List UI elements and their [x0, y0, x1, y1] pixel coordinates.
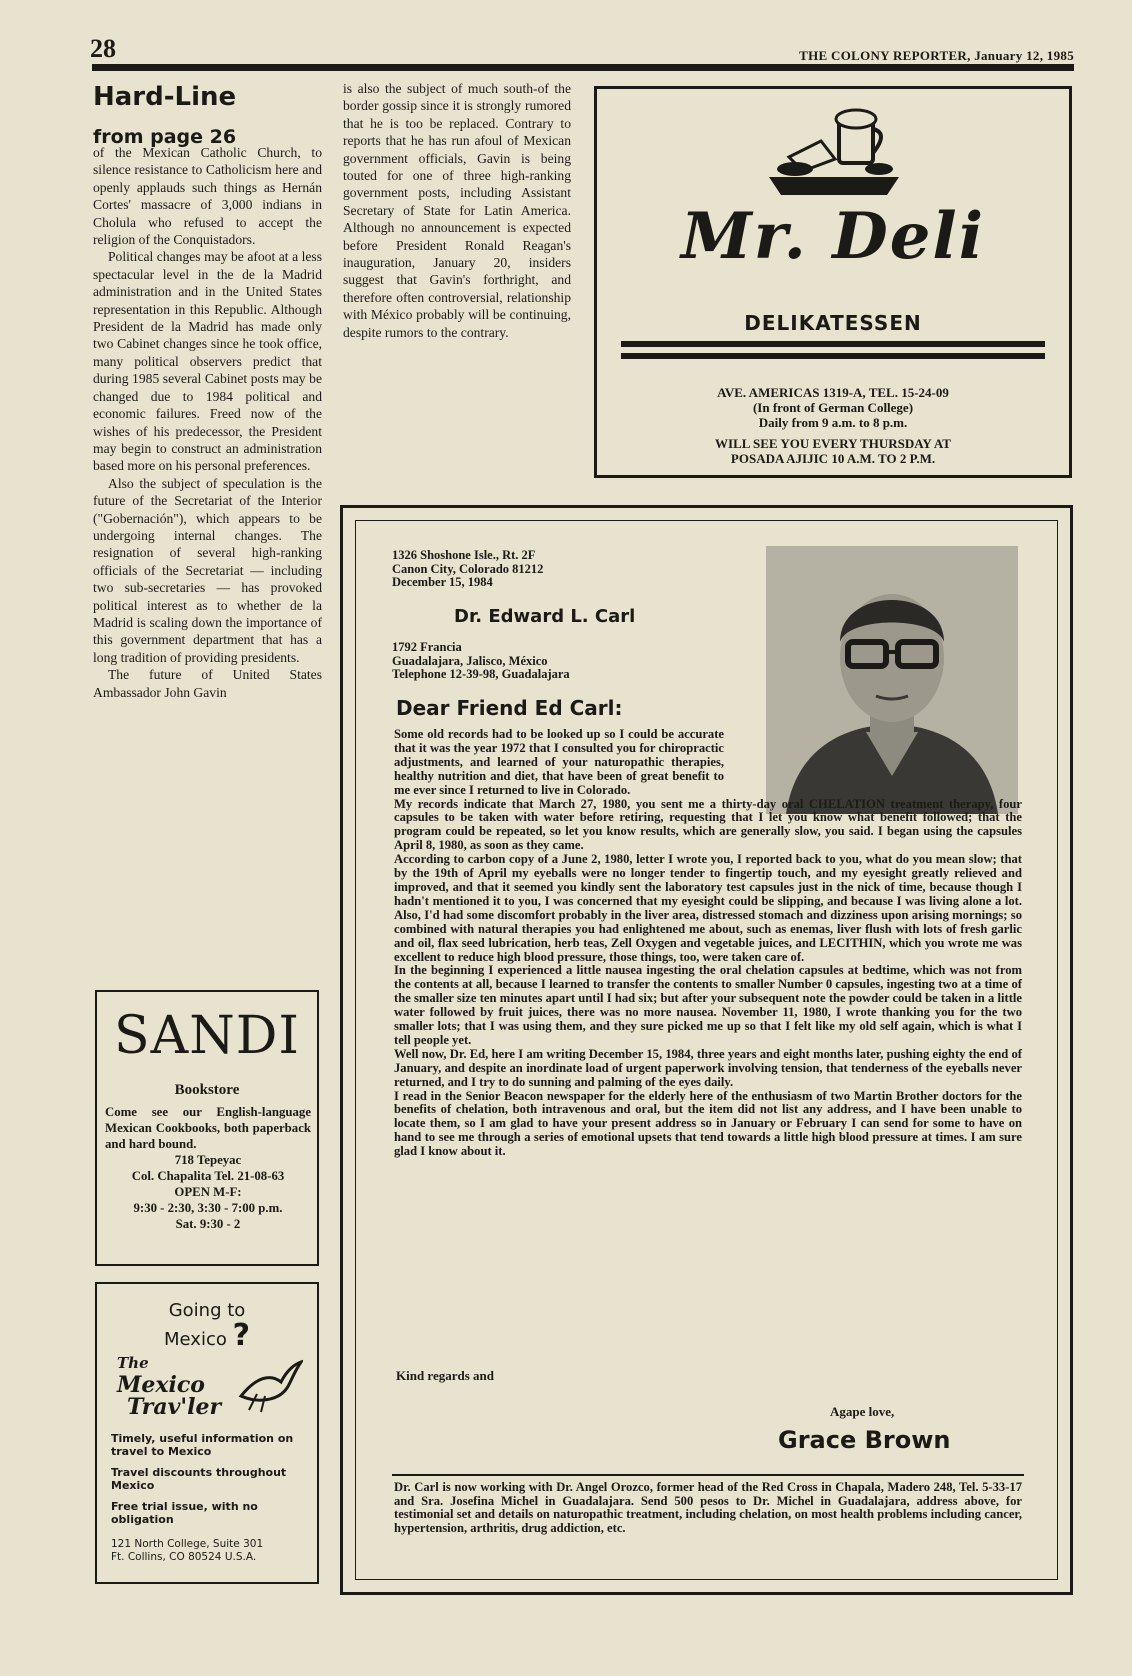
deli-thursday-1: WILL SEE YOU EVERY THURSDAY AT	[715, 436, 951, 451]
sandi-line: Come see our English-language Mexican Cookbooks, both paperback and hard bound.	[105, 1105, 311, 1151]
deli-bar	[621, 353, 1045, 359]
article-continued: from page 26	[93, 126, 237, 148]
sandi-hours-sat: Sat. 9:30 - 2	[175, 1217, 241, 1231]
deli-location: (In front of German College)	[752, 400, 914, 415]
letter-to-address	[392, 641, 570, 682]
trav-going	[97, 1298, 317, 1352]
sandi-street: 718 Tepeyac	[174, 1153, 242, 1167]
letter-to-line: Guadalajara, Jalisco, México	[392, 653, 548, 668]
deli-thursday-2: POSADA AJIJIC 10 A.M. TO 2 P.M.	[730, 451, 936, 466]
trav-logo	[117, 1352, 221, 1418]
trav-logo-the: The	[117, 1354, 149, 1372]
trav-feature: Travel discounts throughout Mexico	[111, 1466, 287, 1492]
trav-question: ?	[232, 1318, 250, 1353]
letter-signature: Grace Brown	[778, 1426, 951, 1454]
deli-address: AVE. AMERICAS 1319-A, TEL. 15-24-09	[717, 385, 949, 400]
deli-subtitle: DELIKATESSEN	[744, 311, 922, 335]
letter-from-line: 1326 Shoshone Isle., Rt. 2F	[392, 548, 536, 562]
letter-salutation: Dear Friend Ed Carl:	[396, 696, 623, 720]
deli-bar	[621, 341, 1045, 347]
article-paragraph: Also the subject of speculation is the future of the Secretariat of the Interior ("Gobernación"), which appears to be undergoing internal changes. The resignation of several high-ranking officials of the Secretariat — including two sub-secretaries — has provoked political interest as to whether de la Madrid is scaling down the importance of this government department that has a long tradition of providing presidents.	[93, 475, 322, 665]
sandi-col-tel: Col. Chapalita Tel. 21-08-63	[131, 1169, 285, 1183]
trav-address-line: Ft. Collins, CO 80524 U.S.A.	[111, 1551, 257, 1563]
deli-hours: Daily from 9 a.m. to 8 p.m.	[758, 415, 908, 430]
trav-address	[111, 1538, 311, 1564]
letter-paragraph: I read in the Senior Beacon newspaper for the elderly here of the enthusiasm of two Martin Brother doctors for the benefits of chelation, both intravenous and oral, but the item did not list any address, and I have been unable to locate them, so I am glad to have your present address so in January or February I can send for some to have on hand to see me through a series of emotional upsets that tend towards a little high blood pressure at times. I am sure glad I know about it.	[394, 1088, 1022, 1159]
article-paragraph: Political changes may be afoot at a less spectacular level in the de la Madrid administration and in the United States representation in this Republic. Although President de la Madrid has made only two Cabinet changes since he took office, many political observers predict that during 1985 several Cabinet posts may be changed due to 1984 political and economic failures. Freed now of the wishes of his predecessor, the President may begin to construct an administration based more on his personal preferences.	[93, 249, 322, 474]
letter-paragraph: In the beginning I experienced a little nausea ingesting the oral chelation capsules at bedtime, which was not from the contents at all, because I learned to transfer the contents to smaller Number 0 capsules, ingesting two at a time of the smaller size ten minutes apart until I had six; but after your subsequent note the powder could be taken in a little water followed by fruit juices, there was no more nausea. November 11, 1980, I wrote thanking you for the two smaller lots; that I was using them, and they sure picked me up so that I felt like my old self again, which is what I tell people yet.	[394, 963, 1022, 1047]
page-number: 28	[90, 34, 116, 63]
trav-feature: Timely, useful information on travel to Mexico	[111, 1432, 294, 1458]
sandi-type: Bookstore	[174, 1082, 240, 1098]
deli-food-illustration	[759, 107, 909, 199]
article-title: Hard-Line	[93, 82, 237, 112]
letter-from-address	[392, 549, 543, 590]
trav-feature: Free trial issue, with no obligation	[111, 1500, 258, 1526]
article-paragraph: is also the subject of much south-of the border gossip since it is strongly rumored that he is too be replaced. Contrary to reports that he has run afoul of Mexican government officials, Gavin is being touted for one of three high-ranking government posts, including Assistant Secretary of State for Latin America. Although no announcement is expected before President Ronald Reagan's inauguration, January 20, insiders suggest that Gavin's forthright, and therefore often controversial, relationship with México probably will be continuing, despite rumors to the contrary.	[343, 81, 571, 340]
header-rule	[92, 64, 1074, 71]
article-mid-column	[343, 80, 571, 341]
letter-body	[394, 728, 1022, 1159]
article-paragraph: The future of United States Ambassador John Gavin	[93, 667, 322, 700]
letter-to-line: 1792 Francia	[392, 640, 462, 654]
trav-logo-mexico: Mexico	[117, 1372, 205, 1398]
letter-paragraph: My records indicate that March 27, 1980, you sent me a thirty-day oral CHELATION treatment therapy, four capsules to be taken with water before retiring, requesting that I let you know what benefit followed; that the program could be repeated, so let you know results, which are generally slow, you said. I began using the capsules April 8, 1980, as soon as they came.	[394, 796, 1022, 853]
letter-to-line: Telephone 12-39-98, Guadalajara	[392, 667, 570, 681]
sandi-logo: SANDI	[114, 1006, 300, 1066]
letter-paragraph: Well now, Dr. Ed, here I am writing December 15, 1984, three years and eight months later, pushing eighty the end of January, and despite an inordinate load of urgent paperwork involving tension, that tenderness of the eyeballs never returned, and I try to do sunning and palming of the eyes daily.	[394, 1046, 1022, 1089]
letter-doctor-name: Dr. Edward L. Carl	[454, 606, 636, 627]
letter-agape: Agape love,	[830, 1404, 895, 1419]
letter-paragraph: Some old records had to be looked up so I could be accurate that it was the year 1972 that I consulted you for chiropractic adjustments, and learned of your naturopathic therapies, healthy nutrition and diet, that have been of great benefit to me ever since I returned to live in Colorado.	[394, 727, 724, 797]
article-left-column	[93, 144, 322, 701]
deli-info	[597, 385, 1069, 466]
trav-going-line: Mexico	[164, 1329, 227, 1350]
sandi-details	[105, 1104, 311, 1232]
letter-date: December 15, 1984	[392, 575, 493, 589]
article-paragraph: of the Mexican Catholic Church, to silence resistance to Catholicism here and openly applauds such things as Hernán Cortes' massacre of 3,000 indians in Cholula who refused to accept the religion of the Conquistadors.	[93, 145, 322, 248]
sandi-hours-week: 9:30 - 2:30, 3:30 - 7:00 p.m.	[133, 1201, 283, 1215]
letter-from-line: Canon City, Colorado 81212	[392, 561, 544, 576]
mr-deli-ad	[594, 86, 1072, 478]
letter-paragraph: According to carbon copy of a June 2, 1980, letter I wrote you, I reported back to you, what do you mean slow; that by the 19th of April my eyeballs were no longer tender to fingertip touch, and my eyesight greatly relieved and improved, and that it seemed you kindly sent the laboratory test capsules just in the nick of time, because though I hadn't mentioned it to you, I was concerned that my eyesight could be slipping, and because I was living alone a lot. Also, I'd had some discomfort probably in the liver area, distressed stomach and dizziness upon arising mornings; so combined with natural therapies you had enlightened me about, such as enemas, liver flush with lots of fresh garlic and oil, flax seed lubrication, herb teas, Zell Oxygen and vegetable juices, and LECITHIN, which you wrote me was excellent to reduce high blood pressure, those things, too, were taken care of.	[394, 852, 1022, 964]
sandi-open: OPEN M-F:	[174, 1185, 242, 1199]
trav-logo-travler: Trav'ler	[127, 1394, 222, 1420]
letter-closing: Kind regards and	[396, 1368, 495, 1383]
letter-note: Dr. Carl is now working with Dr. Angel Orozco, former head of the Red Cross in Chapala, Madero 248, Tel. 5-33-17 and Sra. Josefina Michel in Guadalajara. Send 500 pesos to Dr. Michel in Guadalajara, address above, for testimonial set and details on naturopathic treatment, including chelation, on most health problems including cancer, hypertension, arthritis, drug addiction, etc.	[394, 1480, 1022, 1535]
letter-note-rule	[392, 1474, 1024, 1476]
mexico-traveler-ad	[95, 1282, 319, 1584]
bird-icon	[237, 1356, 303, 1414]
masthead: THE COLONY REPORTER, January 12, 1985	[799, 48, 1074, 63]
trav-going-line: Going to	[168, 1300, 246, 1321]
trav-address-line: 121 North College, Suite 301	[111, 1538, 264, 1550]
sandi-bookstore-ad	[95, 990, 319, 1266]
deli-logo: Mr. Deli	[680, 199, 986, 274]
